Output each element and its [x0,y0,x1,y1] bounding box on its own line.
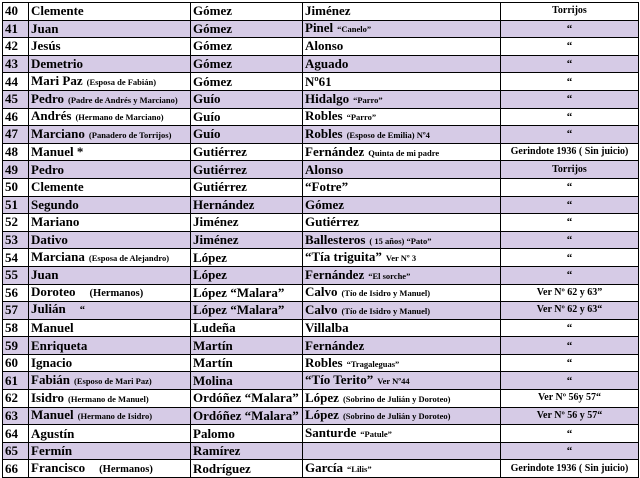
place-note: “ [501,20,639,38]
name-cell [29,337,191,355]
place-note: Ver Nº 62 y 63” [501,284,639,302]
surname2-cell [303,196,501,214]
first-surname: Jiménez [193,214,239,230]
second-surname: Fernández [305,337,365,353]
second-surname: Fernández [305,143,365,159]
name-cell [29,90,191,108]
table-row [3,143,639,161]
first-surname: Guío [193,126,221,142]
first-name: Mariano [31,214,80,230]
place-note: Gerindote 1936 ( Sin juicio) [501,143,639,161]
row-number: 61 [3,372,29,390]
surname2-note: Quinta de mi padre [368,147,440,158]
table-body [3,3,639,478]
surname2-cell [303,284,501,302]
row-number: 54 [3,249,29,267]
row-number: 57 [3,302,29,320]
surname2-note: (Sobrino de Julián y Doroteo) [342,393,451,404]
first-surname: López “Malara” [193,284,285,300]
table-row [3,161,639,179]
surname2-note: ( 15 años) “Pato” [369,235,432,246]
row-number: 58 [3,319,29,337]
second-surname: “Tía triguita” [305,249,382,265]
surname1-cell [191,249,303,267]
table-row [3,460,639,478]
surname2-note: “El sorche” [368,270,411,281]
table-row [3,20,639,38]
table-row [3,266,639,284]
second-surname: Aguado [305,56,349,72]
place-note: “ [501,214,639,232]
surname1-cell [191,231,303,249]
name-note: (Hermanos) [99,463,153,475]
table-row [3,90,639,108]
name-cell [29,284,191,302]
second-surname: Robles [305,108,343,124]
first-surname: Hernández [193,196,255,212]
second-surname: Calvo [305,284,338,300]
first-surname: Guío [193,108,221,124]
place-note: Gerindote 1936 ( Sin juicio) [501,460,639,478]
second-surname: Villalba [305,319,349,335]
surname2-cell [303,407,501,425]
surname1-cell [191,55,303,73]
row-number: 46 [3,108,29,126]
first-surname: Gómez [193,56,232,72]
place-note: “ [501,354,639,372]
surname2-note: (Sobrino de Julián y Doroteo) [342,411,451,422]
first-surname: Gutiérrez [193,179,247,195]
first-surname: López “Malara” [193,302,285,318]
surname2-cell [303,55,501,73]
surname2-cell [303,319,501,337]
place-note: “ [501,337,639,355]
table-row [3,196,639,214]
victims-table [2,2,639,478]
name-cell [29,460,191,478]
row-number: 63 [3,407,29,425]
name-note: (Hermanos) [89,287,144,299]
first-name: Andrés [31,108,72,124]
surname1-cell [191,319,303,337]
name-cell [29,442,191,460]
row-number: 55 [3,266,29,284]
name-cell [29,214,191,232]
surname1-cell [191,143,303,161]
name-note: (Esposa de Alejandro) [88,253,170,264]
first-name: Julián [31,301,66,317]
first-surname: Martín [193,355,233,371]
place-note: “ [501,231,639,249]
place-note: Ver Nº 56 y 57“ [501,407,639,425]
second-surname: Hidalgo [305,90,350,106]
surname2-note: Ver Nº44 [377,376,410,387]
name-cell [29,20,191,38]
surname2-note: “Parro” [353,94,383,105]
row-number: 53 [3,231,29,249]
surname2-cell [303,73,501,91]
table-row [3,249,639,267]
name-note: “ [79,305,85,317]
name-cell [29,126,191,144]
first-name: Isidro [31,389,64,405]
surname2-cell [303,90,501,108]
first-surname: Palomo [193,425,235,441]
surname2-cell [303,302,501,320]
second-surname: García [305,460,344,476]
table-row [3,231,639,249]
name-note: (Esposo de Mari Paz) [74,376,152,387]
surname1-cell [191,284,303,302]
name-cell [29,249,191,267]
table-row [3,38,639,56]
second-surname: Ballesteros [305,231,366,247]
surname2-cell [303,126,501,144]
first-surname: López [193,249,227,265]
place-note: Torrijos [501,3,639,21]
first-surname: Guío [193,91,221,107]
table-row [3,3,639,21]
place-note: “ [501,319,639,337]
second-surname: Nº61 [305,73,332,89]
first-surname: Gómez [193,3,232,19]
first-name: Segundo [31,196,79,212]
table-row [3,407,639,425]
surname1-cell [191,460,303,478]
name-cell [29,372,191,390]
surname2-cell [303,266,501,284]
first-name: Enriqueta [31,337,88,353]
first-name: Juan [31,267,59,283]
surname2-cell [303,390,501,408]
first-name: Clemente [31,3,84,19]
first-surname: Ludeña [193,319,236,335]
surname1-cell [191,3,303,21]
first-name: Dativo [31,232,68,248]
first-name: Manuel [31,407,74,423]
surname2-note: “Lilis” [347,464,372,475]
place-note: “ [501,249,639,267]
row-number: 42 [3,38,29,56]
surname1-cell [191,372,303,390]
table-row [3,354,639,372]
surname2-note: “Patule” [360,429,392,440]
first-name: Pedro [31,90,64,106]
first-surname: Martín [193,337,233,353]
second-surname: Gutiérrez [305,214,359,230]
name-cell [29,3,191,21]
table-row [3,178,639,196]
second-surname: Robles [305,354,343,370]
first-name: Manuel [31,319,74,335]
row-number: 62 [3,390,29,408]
surname1-cell [191,108,303,126]
first-name: Jesús [31,38,61,54]
second-surname: Gómez [305,196,344,212]
row-number: 45 [3,90,29,108]
surname2-note: “Canelo” [337,24,372,35]
row-number: 65 [3,442,29,460]
surname2-cell [303,108,501,126]
table-row [3,319,639,337]
name-cell [29,161,191,179]
surname2-cell [303,20,501,38]
surname2-cell [303,425,501,443]
surname1-cell [191,90,303,108]
name-cell [29,319,191,337]
name-cell [29,354,191,372]
surname2-note: (Tío de Isidro y Manuel) [341,305,431,316]
name-note: (Panadero de Torrijos) [88,129,172,140]
first-name: Ignacio [31,355,73,371]
surname2-cell [303,354,501,372]
first-surname: Ordóñez “Malara” [193,407,299,423]
name-note: (Hermano de Marciano) [75,112,164,123]
surname2-cell [303,38,501,56]
name-cell [29,425,191,443]
first-surname: Rodríguez [193,460,251,476]
surname2-note: “Tragaleguas” [346,358,400,369]
name-cell [29,73,191,91]
surname2-cell [303,3,501,21]
surname2-cell [303,249,501,267]
surname1-cell [191,302,303,320]
place-note: “ [501,266,639,284]
first-name: Agustín [31,425,75,441]
first-name: Manuel * [31,144,84,160]
place-note: “ [501,73,639,91]
first-name: Marciana [31,249,85,265]
first-name: Doroteo [31,284,76,299]
surname1-cell [191,425,303,443]
place-note: “ [501,126,639,144]
place-note: “ [501,196,639,214]
first-surname: Gómez [193,38,232,54]
table-row [3,337,639,355]
row-number: 40 [3,3,29,21]
name-cell [29,143,191,161]
table-row [3,55,639,73]
name-cell [29,38,191,56]
place-note: Torrijos [501,161,639,179]
first-surname: Molina [193,372,233,388]
surname1-cell [191,266,303,284]
table-row [3,108,639,126]
table-row [3,302,639,320]
name-cell [29,196,191,214]
name-cell [29,231,191,249]
surname2-note: (Esposo de Emilia) Nº4 [346,129,430,140]
surname1-cell [191,214,303,232]
surname2-cell [303,161,501,179]
name-note: (Padre de Andrés y Marciano) [67,94,178,105]
table-row [3,425,639,443]
place-note: “ [501,108,639,126]
first-name: Mari Paz [31,73,83,89]
place-note: “ [501,442,639,460]
name-cell [29,407,191,425]
surname1-cell [191,126,303,144]
surname1-cell [191,390,303,408]
place-note: “ [501,425,639,443]
first-name: Marciano [31,125,85,141]
second-surname: Pinel [305,20,334,36]
place-note: “ [501,90,639,108]
place-note: “ [501,372,639,390]
first-surname: Gómez [193,20,232,36]
row-number: 59 [3,337,29,355]
first-surname: Gutiérrez [193,161,247,177]
first-name: Demetrio [31,56,83,72]
second-surname: Calvo [305,301,338,317]
first-name: Fabián [31,372,71,388]
name-cell [29,108,191,126]
surname2-cell [303,442,501,460]
second-surname: “Tío Terito” [305,372,374,388]
row-number: 47 [3,126,29,144]
second-surname: Fernández [305,266,365,282]
first-name: Juan [31,20,59,36]
surname1-cell [191,442,303,460]
first-surname: Ordóñez “Malara” [193,390,299,406]
row-number: 56 [3,284,29,302]
name-cell [29,302,191,320]
table-row [3,442,639,460]
first-name: Fermín [31,443,73,459]
first-name: Clemente [31,179,84,195]
row-number: 43 [3,55,29,73]
first-surname: Gómez [193,73,232,89]
second-surname: Alonso [305,161,344,177]
name-cell [29,55,191,73]
row-number: 41 [3,20,29,38]
table-row [3,284,639,302]
second-surname: Robles [305,125,343,141]
row-number: 51 [3,196,29,214]
row-number: 49 [3,161,29,179]
row-number: 50 [3,178,29,196]
name-cell [29,390,191,408]
table-row [3,126,639,144]
name-note: (Hermano de Isidro) [77,411,153,422]
surname1-cell [191,354,303,372]
name-cell [29,266,191,284]
second-surname: Alonso [305,38,344,54]
surname1-cell [191,20,303,38]
second-surname: “Fotre” [305,179,349,195]
surname2-note: Ver Nº 3 [385,253,417,264]
surname2-cell [303,372,501,390]
name-note: (Esposa de Fabián) [86,77,157,88]
surname1-cell [191,196,303,214]
row-number: 44 [3,73,29,91]
place-note: “ [501,55,639,73]
table-row [3,372,639,390]
first-name: Pedro [31,161,64,177]
surname2-cell [303,231,501,249]
second-surname: Jiménez [305,3,351,19]
row-number: 64 [3,425,29,443]
surname2-cell [303,214,501,232]
first-surname: Ramírez [193,443,241,459]
surname1-cell [191,38,303,56]
surname2-cell [303,178,501,196]
row-number: 60 [3,354,29,372]
table-row [3,390,639,408]
second-surname: López [305,407,339,423]
surname2-cell [303,143,501,161]
surname1-cell [191,178,303,196]
surname1-cell [191,337,303,355]
first-surname: Jiménez [193,232,239,248]
name-cell [29,178,191,196]
name-note: (Hermano de Manuel) [68,393,149,404]
surname1-cell [191,161,303,179]
surname2-note: “Parro” [346,112,377,123]
place-note: “ [501,178,639,196]
table-row [3,214,639,232]
place-note: Ver Nº 62 y 63“ [501,302,639,320]
place-note: “ [501,38,639,56]
second-surname: Santurde [305,425,357,441]
row-number: 48 [3,143,29,161]
surname2-note: (Tío de Isidro y Manuel) [341,288,431,299]
surname1-cell [191,73,303,91]
place-note: Ver Nº 56y 57“ [501,390,639,408]
first-surname: Gutiérrez [193,144,247,160]
surname1-cell [191,407,303,425]
second-surname: López [305,389,339,405]
first-surname: López [193,267,227,283]
row-number: 52 [3,214,29,232]
surname2-cell [303,337,501,355]
first-name: Francisco [31,459,86,475]
row-number: 66 [3,460,29,478]
surname2-cell [303,460,501,478]
table-row [3,73,639,91]
